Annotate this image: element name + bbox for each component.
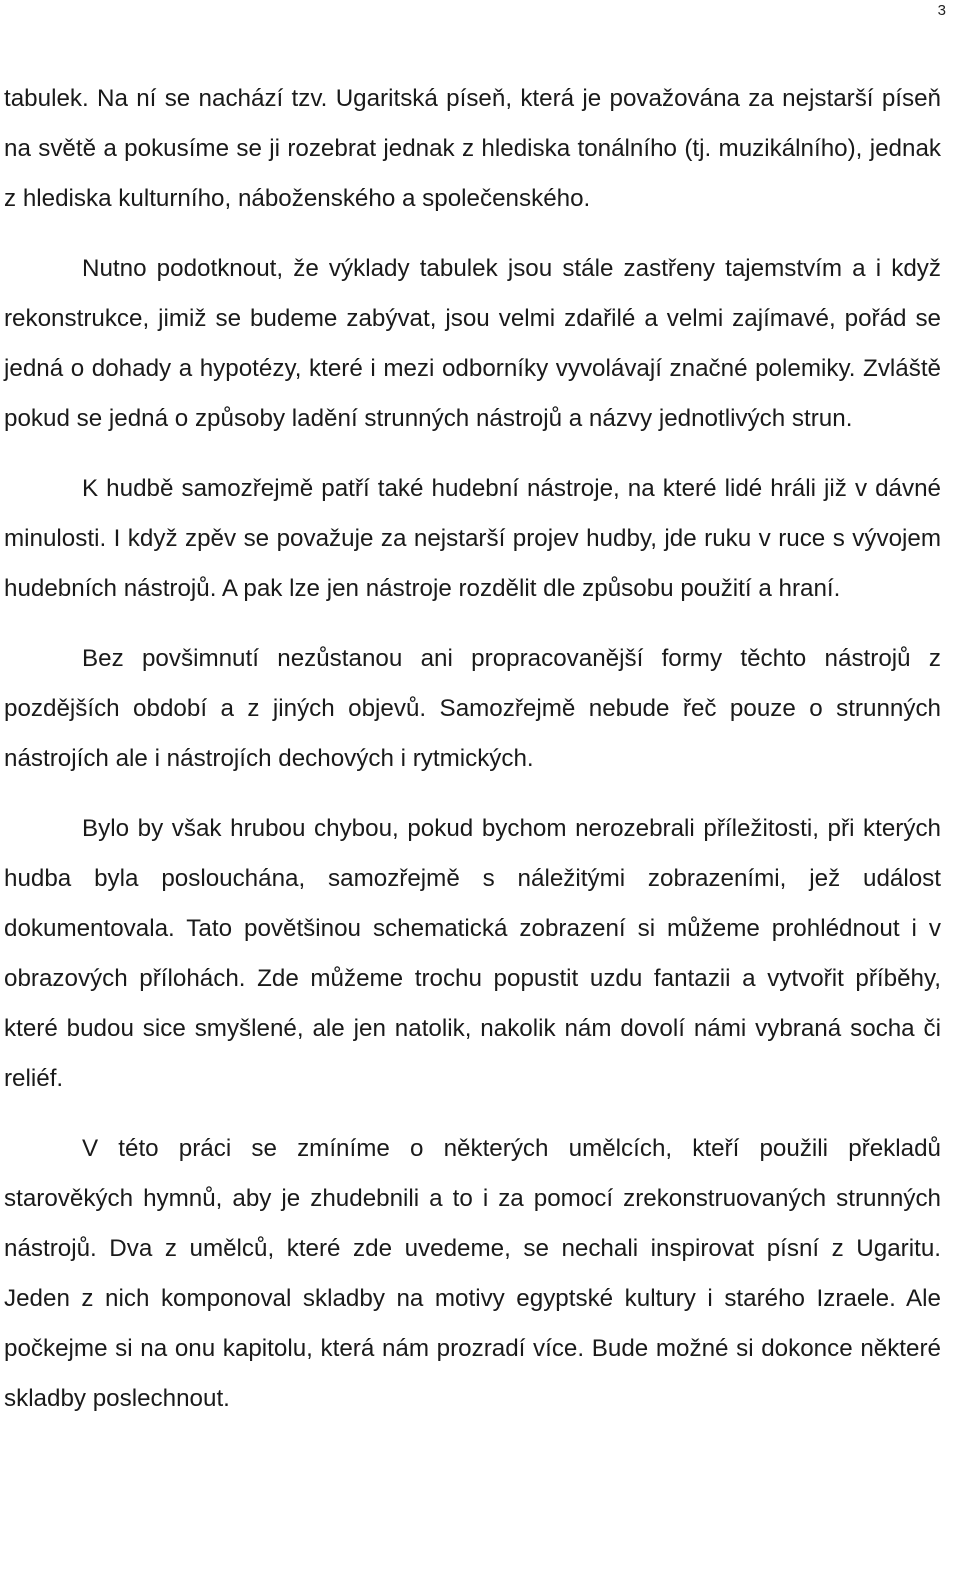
paragraph-occasions: Bylo by však hrubou chybou, pokud bychom nerozebrali příležitosti, při kterých hudba byla poslouchána, samozřejmě s náležitými zobrazeními, jež událost dokumentovala. Tato povětšinou schematická zobrazení si můžeme prohlédnout i v obrazových přílohách. Zde můžeme trochu popustit uzdu fantazii a vytvořit příběhy, které budou sice smyšlené, ale jen natolik, nakolik nám dovolí námi vybraná socha či reliéf. bbox=[4, 815, 941, 1092]
document-body bbox=[4, 74, 941, 1444]
paragraph-interpretation: Nutno podotknout, že výklady tabulek jsou stále zastřeny tajemstvím a i když rekonstrukce, jimiž se budeme zabývat, jsou velmi zdařilé a velmi zajímavé, pořád se jedná o dohady a hypotézy, které i mezi odborníky vyvolávají značné polemiky. Zvláště pokud se jedná o způsoby ladění strunných nástrojů a názvy jednotlivých strun. bbox=[4, 255, 941, 432]
paragraph-instruments: K hudbě samozřejmě patří také hudební nástroje, na které lidé hráli již v dávné minulosti. I když zpěv se považuje za nejstarší projev hudby, jde ruku v ruce s vývojem hudebních nástrojů. A pak lze jen nástroje rozdělit dle způsobu použití a hraní. bbox=[4, 475, 941, 602]
paragraph-continuation: tabulek. Na ní se nachází tzv. Ugaritská píseň, která je považována za nejstarší píseň na světě a pokusíme se ji rozebrat jednak z hlediska tonálního (tj. muzikálního), jednak z hlediska kulturního, náboženského a společenského. bbox=[4, 85, 941, 212]
page-number: 3 bbox=[937, 2, 946, 19]
paragraph-artists: V této práci se zmíníme o některých umělcích, kteří použili překladů starověkých hymnů, aby je zhudebnili a to i za pomocí zrekonstruovaných strunných nástrojů. Dva z umělců, které zde uvedeme, se nechali inspirovat písní z Ugaritu. Jeden z nich komponoval skladby na motivy egyptské kultury i starého Izraele. Ale počkejme si na onu kapitolu, která nám prozradí více. Bude možné si dokonce některé skladby poslechnout. bbox=[4, 1135, 941, 1412]
paragraph-later-forms: Bez povšimnutí nezůstanou ani propracovanější formy těchto nástrojů z pozdějších období a z jiných objevů. Samozřejmě nebude řeč pouze o strunných nástrojích ale i nástrojích dechových i rytmických. bbox=[4, 645, 941, 772]
